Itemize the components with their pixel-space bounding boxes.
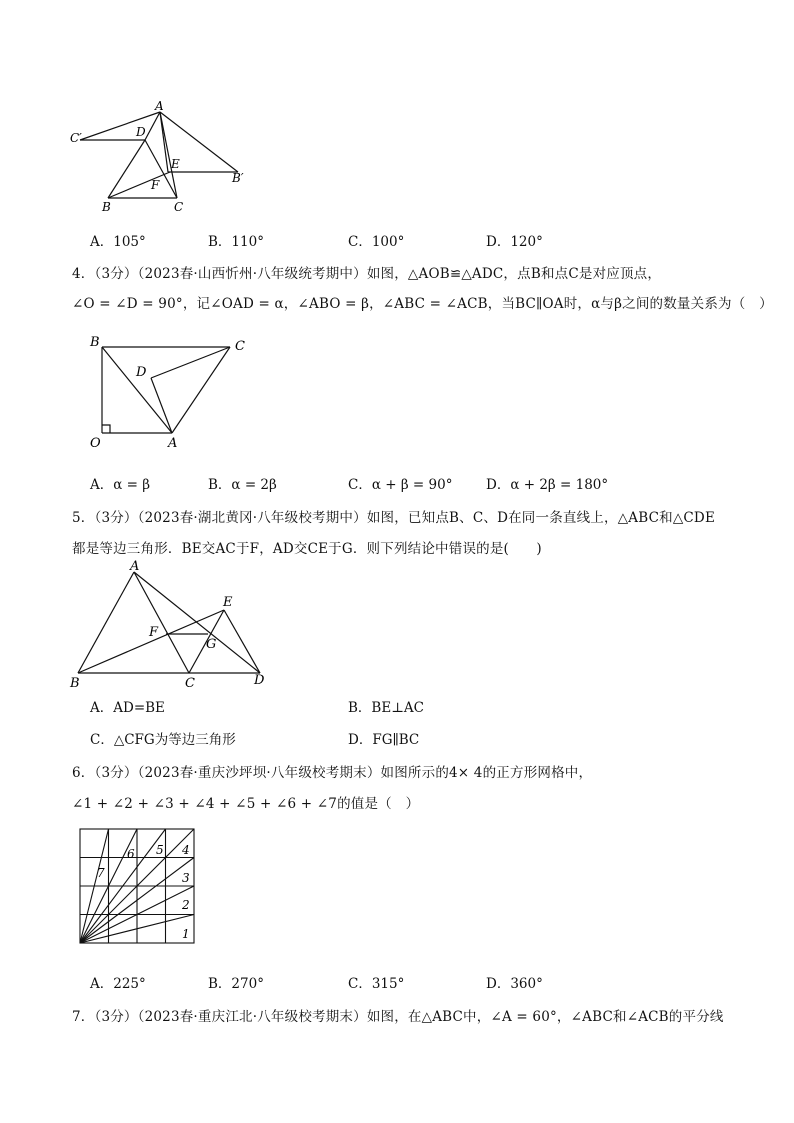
q4-stem-line1: 4．（3分）（2023春·山西忻州·八年级统考期中）如图，△AOB≌△ADC，点B和点C是对应顶点， [72,266,662,282]
q3-label-f: F [151,178,160,192]
q5-option-c[interactable]: C．△CFG为等边三角形 [90,732,236,748]
q5-label-f: F [149,625,159,640]
q6-figure [72,825,202,950]
q6-label-4: 4 [182,843,190,857]
q3-option-a[interactable]: A．105° [90,234,146,250]
q3-figure [60,100,260,220]
q6-option-c[interactable]: C．315° [348,976,405,992]
q5-stem-line1: 5．（3分）（2023春·湖北黄冈·八年级校考期中）如图，已知点B、C、D在同一条直线上，△ABC和△CDE [72,510,716,526]
q6-option-d[interactable]: D．360° [486,976,543,992]
q4-label-b: B [90,335,100,350]
q6-option-b[interactable]: B．270° [208,976,264,992]
q5-stem-line2: 都是等边三角形．BE交AC于F，AD交CE于G．则下列结论中错误的是( ) [72,541,542,557]
q3-label-b: B [102,200,111,214]
q3-option-b[interactable]: B．110° [208,234,264,250]
q4-option-c[interactable]: C．α + β = 90° [348,477,453,493]
q3-option-c[interactable]: C．100° [348,234,405,250]
q5-label-c: C [185,676,195,690]
q3-label-b-prime: B′ [232,171,244,185]
q4-option-b[interactable]: B．α = 2β [208,477,277,493]
q3-label-c: C [174,200,184,214]
q4-option-d[interactable]: D．α + 2β = 180° [486,477,609,493]
q5-option-a[interactable]: A．AD=BE [90,700,165,716]
q7-stem-line1: 7．（3分）（2023春·重庆江北·八年级校考期末）如图，在△ABC中，∠A = 60°，∠ABC和∠ACB的平分线 [72,1009,724,1025]
q4-label-a: A [168,436,178,451]
q4-stem-line2: ∠O = ∠D = 90°，记∠OAD = α，∠ABO = β，∠ABC = ∠ACB，当BC∥OA时，α与β之间的数量关系为（ ） [72,296,773,312]
q6-option-a[interactable]: A．225° [90,976,146,992]
q6-label-1: 1 [182,927,190,941]
q5-label-a: A [130,560,140,574]
q5-label-b: B [70,676,80,690]
q5-label-e: E [223,595,233,610]
q4-label-d: D [136,365,147,380]
q6-label-5: 5 [156,843,164,857]
q5-option-d[interactable]: D．FG∥BC [348,732,420,748]
q4-label-c: C [235,339,245,354]
q3-label-e: E [171,157,180,171]
q6-label-7: 7 [97,866,105,880]
q6-label-3: 3 [182,871,190,885]
q6-label-2: 2 [182,898,190,912]
q3-label-c-prime: C′ [70,131,82,145]
q5-option-b[interactable]: B．BE⊥AC [348,700,424,716]
q5-label-d: D [254,673,265,688]
q6-label-6: 6 [127,847,135,861]
q5-figure [66,560,276,690]
q4-label-o: O [90,436,101,451]
q3-option-d[interactable]: D．120° [486,234,543,250]
q5-label-g: G [206,637,217,652]
q3-label-a: A [155,100,164,113]
q4-figure [80,330,280,455]
q6-stem-line1: 6．（3分）（2023春·重庆沙坪坝·八年级校考期末）如图所示的4× 4的正方形网格中， [72,765,593,781]
q3-label-d: D [136,125,146,139]
q6-stem-line2: ∠1 + ∠2 + ∠3 + ∠4 + ∠5 + ∠6 + ∠7的值是（ ） [72,796,420,812]
q4-option-a[interactable]: A．α = β [90,477,151,493]
